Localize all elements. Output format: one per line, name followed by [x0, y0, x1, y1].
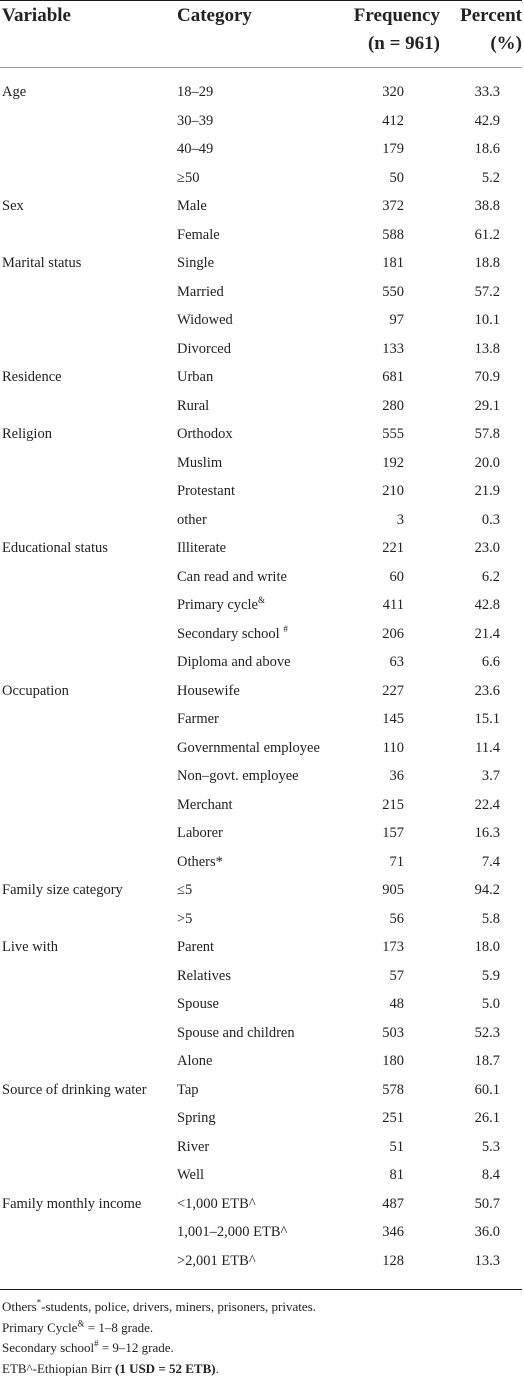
table-row — [0, 221, 524, 250]
cell-frequency: 578 — [382, 1081, 404, 1098]
cell-frequency: 487 — [382, 1195, 404, 1212]
table-row — [0, 1133, 524, 1162]
cell-frequency: 555 — [382, 426, 404, 442]
cell-category-text: Farmer — [177, 711, 219, 727]
table-row — [0, 107, 524, 136]
cell-category — [177, 591, 265, 620]
cell-frequency: 251 — [382, 1110, 404, 1126]
cell-frequency: 215 — [382, 796, 404, 813]
cell-percent: 36.0 — [474, 1224, 500, 1240]
cell-percent: 50.7 — [474, 1195, 500, 1212]
cell-percent: 52.3 — [474, 1024, 500, 1041]
table-row — [0, 78, 524, 107]
cell-category — [177, 620, 288, 649]
footnote-secondary-label: Secondary school — [2, 1340, 95, 1355]
cell-category-text: ≤5 — [177, 882, 193, 898]
table-row — [0, 876, 524, 905]
table-body — [0, 78, 524, 1275]
table-row — [0, 677, 524, 706]
table-row — [0, 164, 524, 193]
cell-category — [177, 1218, 287, 1247]
cell-category — [177, 306, 233, 335]
cell-frequency: 681 — [382, 369, 404, 385]
cell-category — [177, 135, 213, 164]
cell-variable: Age — [2, 84, 27, 100]
cell-category-text: >5 — [177, 910, 193, 927]
cell-frequency: 128 — [382, 1252, 404, 1269]
footnote-others-text: -students, police, drivers, miners, prisoners, privates. — [41, 1299, 316, 1314]
cell-frequency: 133 — [382, 340, 404, 357]
cell-category — [177, 677, 240, 706]
cell-category-text: Parent — [177, 939, 215, 955]
table-row — [0, 278, 524, 307]
footnote-etb-end: . — [215, 1360, 219, 1376]
cell-category — [177, 962, 231, 991]
cell-variable: Source of drinking water — [2, 1081, 147, 1098]
cell-category — [177, 905, 192, 934]
cell-category-text: Female — [177, 226, 220, 243]
header-frequency-label: Frequency — [353, 5, 440, 26]
cell-category-text: River — [177, 1138, 210, 1155]
cell-variable: Family monthly income — [2, 1195, 142, 1212]
cell-category — [177, 563, 287, 592]
cell-category — [177, 78, 213, 107]
cell-category — [177, 1019, 295, 1048]
cell-frequency: 173 — [382, 939, 404, 955]
cell-percent: 70.9 — [474, 369, 500, 385]
header-percent-label: Percent — [460, 5, 522, 26]
footnote-etb-label: ETB^-Ethiopian Birr — [2, 1360, 115, 1376]
table-row — [0, 933, 524, 962]
cell-variable: Marital status — [2, 255, 82, 271]
cell-category-text: ≥50 — [177, 169, 200, 186]
cell-percent: 42.9 — [474, 112, 500, 129]
cell-category — [177, 335, 231, 364]
cell-percent: 0.3 — [481, 511, 500, 528]
cell-percent: 23.6 — [474, 682, 500, 699]
cell-category — [177, 534, 226, 563]
cell-frequency: 60 — [389, 568, 404, 585]
cell-percent: 26.1 — [474, 1110, 500, 1126]
cell-variable: Educational status — [2, 540, 108, 556]
cell-category-text: Diploma and above — [177, 654, 291, 670]
cell-percent: 3.7 — [481, 768, 500, 784]
cell-percent: 6.6 — [481, 654, 500, 670]
cell-category — [177, 1133, 209, 1162]
cell-percent: 29.1 — [474, 397, 500, 414]
cell-percent: 18.7 — [474, 1053, 500, 1069]
table-row — [0, 506, 524, 535]
cell-frequency: 56 — [389, 910, 404, 927]
footnote-secondary-sup: # — [94, 1338, 99, 1349]
cell-frequency: 206 — [382, 625, 404, 642]
cell-category-text: Married — [177, 283, 224, 300]
cell-variable: Occupation — [2, 682, 69, 699]
cell-frequency: 157 — [382, 825, 404, 841]
cell-percent: 15.1 — [474, 711, 500, 727]
cell-category — [177, 1190, 256, 1219]
cell-category — [177, 278, 224, 307]
cell-category-text: 40–49 — [177, 141, 214, 157]
cell-category-text: Well — [177, 1167, 205, 1183]
cell-category-text: Others* — [177, 853, 223, 870]
cell-frequency: 97 — [389, 312, 404, 328]
table-row — [0, 1190, 524, 1219]
header-rule — [0, 67, 522, 68]
cell-frequency: 320 — [382, 84, 404, 100]
cell-frequency: 503 — [382, 1024, 404, 1041]
cell-variable: Sex — [2, 198, 24, 214]
table-row — [0, 762, 524, 791]
cell-category-text: <1,000 ETB^ — [177, 1195, 256, 1212]
cell-category — [177, 392, 209, 421]
cell-category — [177, 990, 219, 1019]
table-row — [0, 1247, 524, 1276]
footnote-primary — [2, 1318, 522, 1339]
table-row — [0, 135, 524, 164]
cell-category — [177, 363, 213, 392]
cell-category — [177, 648, 291, 677]
cell-category-text: Tap — [177, 1081, 199, 1098]
cell-frequency: 179 — [382, 141, 404, 157]
cell-category — [177, 506, 207, 535]
footnote-primary-label: Primary Cycle — [2, 1319, 78, 1335]
cell-category — [177, 477, 235, 506]
cell-category-text: Merchant — [177, 796, 233, 813]
cell-percent: 5.2 — [481, 169, 500, 186]
cell-frequency: 905 — [382, 882, 404, 898]
cell-category-text: Illiterate — [177, 540, 227, 556]
cell-category — [177, 876, 192, 905]
cell-category — [177, 1104, 216, 1133]
cell-frequency: 227 — [382, 682, 404, 699]
cell-percent: 18.6 — [474, 141, 500, 157]
table-row — [0, 1104, 524, 1133]
cell-category — [177, 791, 233, 820]
cell-frequency: 221 — [382, 540, 404, 556]
footnote-etb — [2, 1359, 522, 1380]
cell-category — [177, 221, 220, 250]
footnote-others — [2, 1297, 522, 1318]
table-row — [0, 534, 524, 563]
cell-frequency: 550 — [382, 283, 404, 300]
cell-category-text: other — [177, 511, 207, 528]
cell-category-text: Secondary school — [177, 625, 284, 642]
table-row — [0, 705, 524, 734]
table-row — [0, 306, 524, 335]
cell-frequency: 210 — [382, 483, 404, 499]
cell-variable: Family size category — [2, 882, 123, 898]
cell-frequency: 51 — [389, 1138, 404, 1155]
table-row — [0, 819, 524, 848]
cell-category-text: Non–govt. employee — [177, 768, 299, 784]
table-row — [0, 734, 524, 763]
cell-percent: 16.3 — [474, 825, 500, 841]
table-row — [0, 392, 524, 421]
cell-frequency: 3 — [396, 511, 404, 528]
cell-percent: 5.9 — [481, 967, 500, 984]
cell-category-text: 30–39 — [177, 112, 214, 129]
table-row — [0, 420, 524, 449]
cell-percent: 60.1 — [474, 1081, 500, 1098]
cell-category — [177, 249, 214, 278]
cell-category-text: >2,001 ETB^ — [177, 1252, 256, 1269]
table-row — [0, 591, 524, 620]
cell-percent: 5.3 — [481, 1138, 500, 1155]
table-row — [0, 1076, 524, 1105]
footnote-etb-bold: (1 USD = 52 ETB) — [114, 1360, 216, 1376]
table-row — [0, 1218, 524, 1247]
cell-category — [177, 705, 219, 734]
table-row — [0, 648, 524, 677]
cell-category — [177, 762, 299, 791]
cell-percent: 21.4 — [474, 625, 500, 642]
cell-category-text: Spring — [177, 1110, 216, 1126]
header-frequency — [338, 2, 440, 58]
table-row — [0, 990, 524, 1019]
cell-category-text: Orthodox — [177, 426, 233, 442]
cell-category-text: Spouse and children — [177, 1024, 295, 1041]
header-category: Category — [177, 5, 252, 26]
cell-category — [177, 107, 213, 136]
table-row — [0, 563, 524, 592]
cell-category-text: 18–29 — [177, 84, 214, 100]
cell-percent: 61.2 — [474, 226, 500, 243]
cell-category — [177, 848, 223, 877]
cell-category-text: Protestant — [177, 483, 235, 499]
table-row — [0, 848, 524, 877]
cell-category — [177, 819, 223, 848]
cell-percent: 57.2 — [474, 283, 500, 300]
cell-frequency: 412 — [382, 112, 404, 129]
table-row — [0, 192, 524, 221]
table-bottom-rule — [0, 1289, 522, 1290]
cell-category-text: Widowed — [177, 312, 233, 328]
cell-category-text: Housewife — [177, 682, 240, 699]
footnote-primary-text: = 1–8 grade. — [84, 1319, 154, 1335]
cell-frequency: 180 — [382, 1053, 404, 1069]
table-row — [0, 449, 524, 478]
cell-frequency: 145 — [382, 711, 404, 727]
cell-frequency: 71 — [389, 853, 404, 870]
header-variable: Variable — [2, 5, 71, 26]
header-percent — [452, 2, 522, 58]
cell-frequency: 48 — [389, 996, 404, 1012]
cell-category — [177, 420, 233, 449]
cell-percent: 38.8 — [474, 198, 500, 214]
header-frequency-sub: (n = 961) — [367, 33, 440, 54]
cell-category-text: Spouse — [177, 996, 219, 1012]
cell-category-text: Alone — [177, 1053, 213, 1069]
cell-frequency: 346 — [382, 1224, 404, 1240]
cell-frequency: 411 — [382, 597, 404, 613]
cell-frequency: 181 — [382, 255, 404, 271]
cell-percent: 11.4 — [475, 739, 500, 756]
table-row — [0, 1047, 524, 1076]
cell-percent: 21.9 — [474, 483, 500, 499]
cell-category-sup: & — [257, 595, 265, 606]
cell-percent: 13.8 — [474, 340, 500, 357]
cell-category-text: Divorced — [177, 340, 231, 357]
cell-frequency: 63 — [389, 654, 404, 670]
cell-category-text: Can read and write — [177, 568, 287, 585]
cell-category-sup: # — [283, 623, 288, 634]
cell-percent: 5.0 — [481, 996, 500, 1012]
table-row — [0, 1161, 524, 1190]
cell-frequency: 110 — [382, 739, 404, 756]
cell-percent: 94.2 — [474, 882, 500, 898]
cell-category — [177, 1161, 204, 1190]
cell-frequency: 588 — [382, 226, 404, 243]
cell-category-text: 1,001–2,000 ETB^ — [177, 1224, 288, 1240]
table-row — [0, 1019, 524, 1048]
cell-category-text: Urban — [177, 369, 214, 385]
cell-category — [177, 1076, 199, 1105]
cell-percent: 22.4 — [474, 796, 500, 813]
cell-variable: Live with — [2, 939, 58, 955]
cell-category — [177, 449, 222, 478]
cell-category-text: Muslim — [177, 454, 223, 471]
table-row — [0, 335, 524, 364]
cell-category — [177, 192, 207, 221]
table-row — [0, 791, 524, 820]
cell-category-text: Male — [177, 198, 207, 214]
cell-frequency: 57 — [389, 967, 404, 984]
cell-category-text: Rural — [177, 397, 210, 414]
cell-frequency: 36 — [389, 768, 404, 784]
cell-percent: 6.2 — [481, 568, 500, 585]
cell-percent: 23.0 — [474, 540, 500, 556]
footnote-primary-sup: & — [77, 1318, 85, 1329]
cell-category-text: Single — [177, 255, 215, 271]
cell-frequency: 280 — [382, 397, 404, 414]
cell-category — [177, 734, 320, 763]
cell-percent: 5.8 — [481, 910, 500, 927]
cell-category — [177, 933, 214, 962]
table-row — [0, 249, 524, 278]
cell-category — [177, 1047, 212, 1076]
cell-percent: 57.8 — [474, 426, 500, 442]
cell-frequency: 372 — [382, 198, 404, 214]
header-percent-sub: (%) — [490, 33, 522, 54]
cell-percent: 20.0 — [474, 454, 500, 471]
table-row — [0, 620, 524, 649]
cell-variable: Religion — [2, 426, 52, 442]
cell-category-text: Governmental employee — [177, 739, 320, 756]
footnote-others-sup: * — [36, 1297, 42, 1308]
table-footnotes — [2, 1297, 522, 1379]
cell-variable: Residence — [2, 369, 62, 385]
cell-percent: 18.8 — [474, 255, 500, 271]
table-header — [0, 0, 524, 64]
cell-percent: 18.0 — [474, 939, 500, 955]
footnote-secondary — [2, 1338, 522, 1359]
cell-percent: 13.3 — [474, 1252, 500, 1269]
cell-category — [177, 1247, 256, 1276]
cell-category-text: Laborer — [177, 825, 223, 841]
cell-percent: 33.3 — [474, 84, 500, 100]
cell-percent: 7.4 — [481, 853, 500, 870]
table-row — [0, 363, 524, 392]
footnote-others-label: Others — [2, 1299, 37, 1314]
footnote-secondary-text: = 9–12 grade. — [98, 1340, 174, 1355]
cell-percent: 8.4 — [481, 1167, 500, 1183]
table-row — [0, 477, 524, 506]
table-row — [0, 962, 524, 991]
cell-percent: 42.8 — [474, 597, 500, 613]
cell-frequency: 81 — [389, 1167, 404, 1183]
cell-category-text: Relatives — [177, 967, 231, 984]
cell-frequency: 192 — [382, 454, 404, 471]
cell-frequency: 50 — [389, 169, 404, 186]
cell-percent: 10.1 — [474, 312, 500, 328]
table-row — [0, 905, 524, 934]
cell-category-text: Primary cycle — [177, 597, 258, 613]
cell-category — [177, 164, 199, 193]
